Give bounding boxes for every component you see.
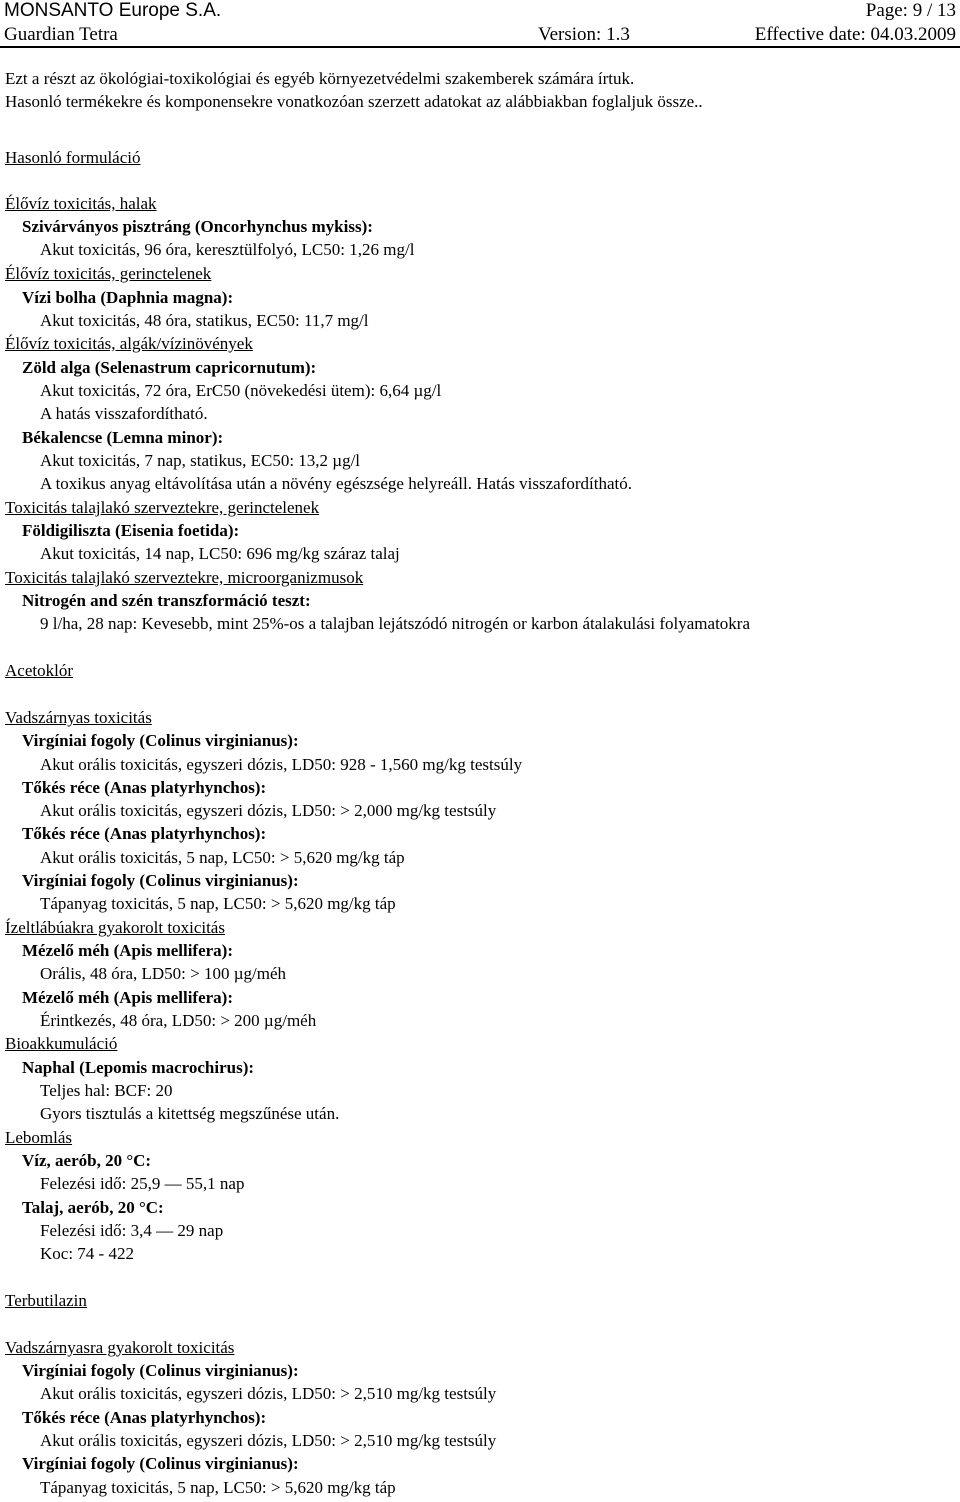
result-text: Akut orális toxicitás, egyszeri dózis, LD50: > 2,510 mg/kg testsúly	[40, 1431, 497, 1450]
species-label: Tőkés réce (Anas platyrhynchos):	[22, 1408, 267, 1427]
result-text: Felezési idő: 3,4 — 29 nap	[40, 1221, 224, 1240]
section-heading: Hasonló formuláció	[5, 148, 141, 167]
section-heading: Toxicitás talajlakó szerveztekre, microorganizmusok	[5, 568, 364, 587]
species-label: Tőkés réce (Anas platyrhynchos):	[22, 778, 267, 797]
result-text: Akut orális toxicitás, 5 nap, LC50: > 5,620 mg/kg táp	[40, 848, 405, 867]
section-heading: Lebomlás	[5, 1128, 73, 1147]
species-label: Vízi bolha (Daphnia magna):	[22, 288, 234, 307]
header-divider	[0, 46, 960, 48]
species-label: Virgíniai fogoly (Colinus virginianus):	[22, 1454, 299, 1473]
species-label: Virgíniai fogoly (Colinus virginianus):	[22, 1361, 299, 1380]
result-text: Akut toxicitás, 14 nap, LC50: 696 mg/kg száraz talaj	[40, 544, 400, 563]
company-name: MONSANTO Europe S.A.	[4, 0, 222, 21]
species-label: Virgíniai fogoly (Colinus virginianus):	[22, 871, 299, 890]
result-text: Akut orális toxicitás, egyszeri dózis, LD50: > 2,510 mg/kg testsúly	[40, 1384, 497, 1403]
result-text: Koc: 74 - 422	[40, 1244, 134, 1263]
species-label: Mézelő méh (Apis mellifera):	[22, 941, 233, 960]
section-heading: Terbutilazin	[5, 1291, 87, 1310]
result-text: Gyors tisztulás a kitettség megszűnése után.	[40, 1104, 340, 1123]
intro-line: Hasonló termékekre és komponensekre vonatkozóan szerzett adatokat az alábbiakban foglaljuk össze..	[5, 92, 703, 111]
section-heading: Acetoklór	[5, 661, 73, 680]
species-label: Talaj, aerób, 20 °C:	[22, 1198, 164, 1217]
species-label: Békalencse (Lemna minor):	[22, 428, 224, 447]
result-text: A toxikus anyag eltávolítása után a növény egészsége helyreáll. Hatás visszafordítható.	[40, 474, 632, 493]
section-heading: Ízeltlábúakra gyakorolt toxicitás	[5, 918, 225, 937]
result-text: Tápanyag toxicitás, 5 nap, LC50: > 5,620 mg/kg táp	[40, 894, 396, 913]
species-label: Mézelő méh (Apis mellifera):	[22, 988, 233, 1007]
result-text: Akut toxicitás, 7 nap, statikus, EC50: 13,2 µg/l	[40, 451, 361, 470]
result-text: Felezési idő: 25,9 — 55,1 nap	[40, 1174, 245, 1193]
section-heading: Bioakkumuláció	[5, 1034, 118, 1053]
version-label: Version: 1.3	[538, 24, 630, 45]
page-number: Page: 9 / 13	[865, 0, 956, 21]
result-text: A hatás visszafordítható.	[40, 404, 208, 423]
result-text: 9 l/ha, 28 nap: Kevesebb, mint 25%-os a talajban lejátszódó nitrogén or karbon átalakulási folyamatokra	[40, 614, 751, 633]
result-text: Akut toxicitás, 48 óra, statikus, EC50: 11,7 mg/l	[40, 311, 369, 330]
section-heading: Vadszárnyas toxicitás	[5, 708, 152, 727]
intro-line: Ezt a részt az ökológiai-toxikológiai és egyéb környezetvédelmi szakemberek számára írtuk.	[5, 69, 635, 88]
section-heading: Toxicitás talajlakó szerveztekre, gerinctelenek	[5, 498, 320, 517]
section-heading: Vadszárnyasra gyakorolt toxicitás	[5, 1338, 235, 1357]
page-header	[0, 0, 960, 50]
species-label: Tőkés réce (Anas platyrhynchos):	[22, 824, 267, 843]
species-label: Víz, aerób, 20 °C:	[22, 1151, 152, 1170]
species-label: Nitrogén and szén transzformáció teszt:	[22, 591, 311, 610]
species-label: Virgíniai fogoly (Colinus virginianus):	[22, 731, 299, 750]
species-label: Zöld alga (Selenastrum capricornutum):	[22, 358, 317, 377]
species-label: Földigiliszta (Eisenia foetida):	[22, 521, 240, 540]
effective-date: Effective date: 04.03.2009	[754, 24, 956, 45]
product-name: Guardian Tetra	[4, 24, 118, 45]
result-text: Akut orális toxicitás, egyszeri dózis, LD50: > 2,000 mg/kg testsúly	[40, 801, 497, 820]
section-heading: Élővíz toxicitás, algák/vízinövények	[5, 334, 253, 353]
section-heading: Élővíz toxicitás, halak	[5, 194, 157, 213]
result-text: Teljes hal: BCF: 20	[40, 1081, 173, 1100]
species-label: Naphal (Lepomis macrochirus):	[22, 1058, 255, 1077]
result-text: Tápanyag toxicitás, 5 nap, LC50: > 5,620 mg/kg táp	[40, 1478, 396, 1497]
section-heading: Élővíz toxicitás, gerinctelenek	[5, 264, 212, 283]
result-text: Akut toxicitás, 72 óra, ErC50 (növekedési ütem): 6,64 µg/l	[40, 381, 442, 400]
result-text: Akut toxicitás, 96 óra, keresztülfolyó, LC50: 1,26 mg/l	[40, 240, 415, 259]
species-label: Szivárványos pisztráng (Oncorhynchus mykiss):	[22, 217, 373, 236]
result-text: Érintkezés, 48 óra, LD50: > 200 µg/méh	[40, 1011, 317, 1030]
result-text: Akut orális toxicitás, egyszeri dózis, LD50: 928 - 1,560 mg/kg testsúly	[40, 755, 523, 774]
result-text: Orális, 48 óra, LD50: > 100 µg/méh	[40, 964, 287, 983]
